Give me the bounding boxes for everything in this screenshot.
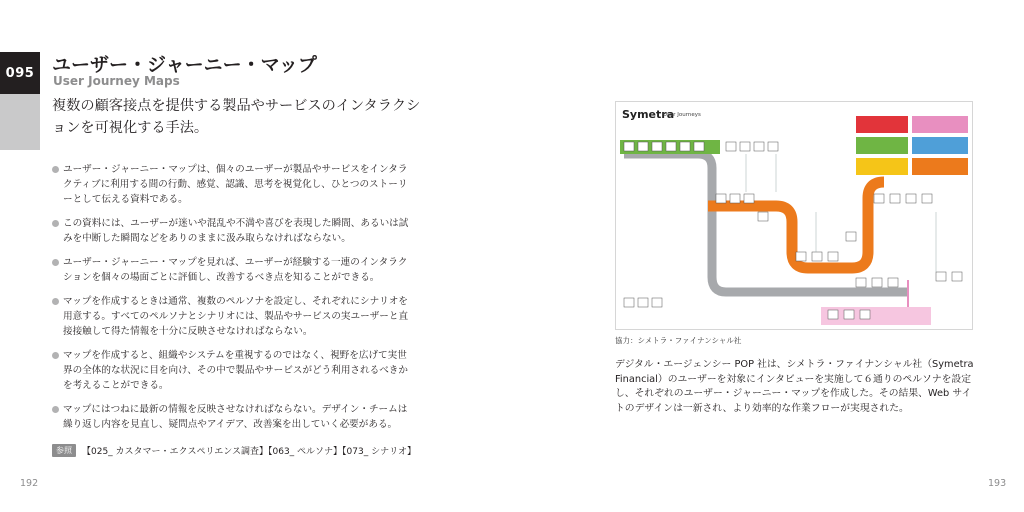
list-item: この資料には、ユーザーが迷いや混乱や不満や喜びを表現した瞬間、あるいは試みを中断した瞬間などをありのままに汲み取らなければならない。 — [52, 216, 414, 246]
figure-caption: 協力：シメトラ・ファイナンシャル社 — [615, 336, 742, 345]
body-text: デジタル・エージェンシー POP 社は、シメトラ・ファイナンシャル社（Symetra Financial）のユーザーを対象にインタビューを実施して６通りのペルソナを設定し、それぞれのユーザー・ジャーニー・マップを作成した。その結果、Web サイトのデザインは一新され、より効率的な作業フローが実現された。 — [615, 359, 974, 414]
persona-card-blue — [912, 137, 968, 154]
bullet-dot-icon — [52, 220, 59, 227]
list-item: マップを作成するときは通常、複数のペルソナを設定し、それぞれにシナリオを用意する。すべてのペルソナとシナリオには、製品やサービスの実ユーザーと直接接触して得た情報を十分に反映させなければならない。 — [52, 294, 414, 339]
journey-map-figure — [615, 101, 973, 330]
lead-text: 複数の顧客接点を提供する製品やサービスのインタラクションを可視化する手法。 — [52, 98, 421, 136]
journey-map-illustration — [616, 102, 972, 329]
page-title: ユーザー・ジャーニー・マップ — [52, 54, 317, 76]
bullet-dot-icon — [52, 166, 59, 173]
persona-card-green — [856, 137, 908, 154]
bullet-list — [52, 162, 414, 441]
persona-card-orange — [912, 158, 968, 175]
bullet-dot-icon — [52, 298, 59, 305]
page-number-right: 193 — [988, 478, 1007, 489]
reference-line — [52, 444, 416, 457]
bullet-dot-icon — [52, 259, 59, 266]
section-number: 095 — [0, 52, 40, 94]
list-item: マップを作成すると、組織やシステムを重視するのではなく、視野を広げて実世界の全体的な状況に目を向け、その中で製品やサービスがどう利用されるべきかを考えることができる。 — [52, 348, 414, 393]
page-subtitle: User Journey Maps — [53, 74, 180, 88]
persona-card-red — [856, 116, 908, 133]
bullet-dot-icon — [52, 352, 59, 359]
persona-card-pink — [912, 116, 968, 133]
figure-subtitle: User Journeys — [663, 112, 701, 118]
reference-badge: 参照 — [52, 444, 76, 457]
section-tab-decoration — [0, 94, 40, 150]
right-page — [512, 0, 1024, 512]
list-item: ユーザー・ジャーニー・マップは、個々のユーザーが製品やサービスをインタラクティブに利用する間の行動、感覚、認識、思考を視覚化し、ひとつのストーリーとして伝える資料である。 — [52, 162, 414, 207]
bullet-dot-icon — [52, 406, 59, 413]
list-item: ユーザー・ジャーニー・マップを見れば、ユーザーが経験する一連のインタラクションを個々の場面ごとに評価し、改善するべき点を知ることができる。 — [52, 255, 414, 285]
list-item: マップにはつねに最新の情報を反映させなければならない。デザイン・チームは繰り返し内容を見直し、疑問点やアイデア、改善案を出していく必要がある。 — [52, 402, 414, 432]
persona-card-yellow — [856, 158, 908, 175]
figure-brand: Symetra — [622, 108, 675, 121]
page-number-left: 192 — [20, 478, 39, 489]
reference-text: 【025_ カスタマー・エクスペリエンス調査】【063_ ペルソナ】【073_ シナリオ】 — [82, 447, 416, 457]
